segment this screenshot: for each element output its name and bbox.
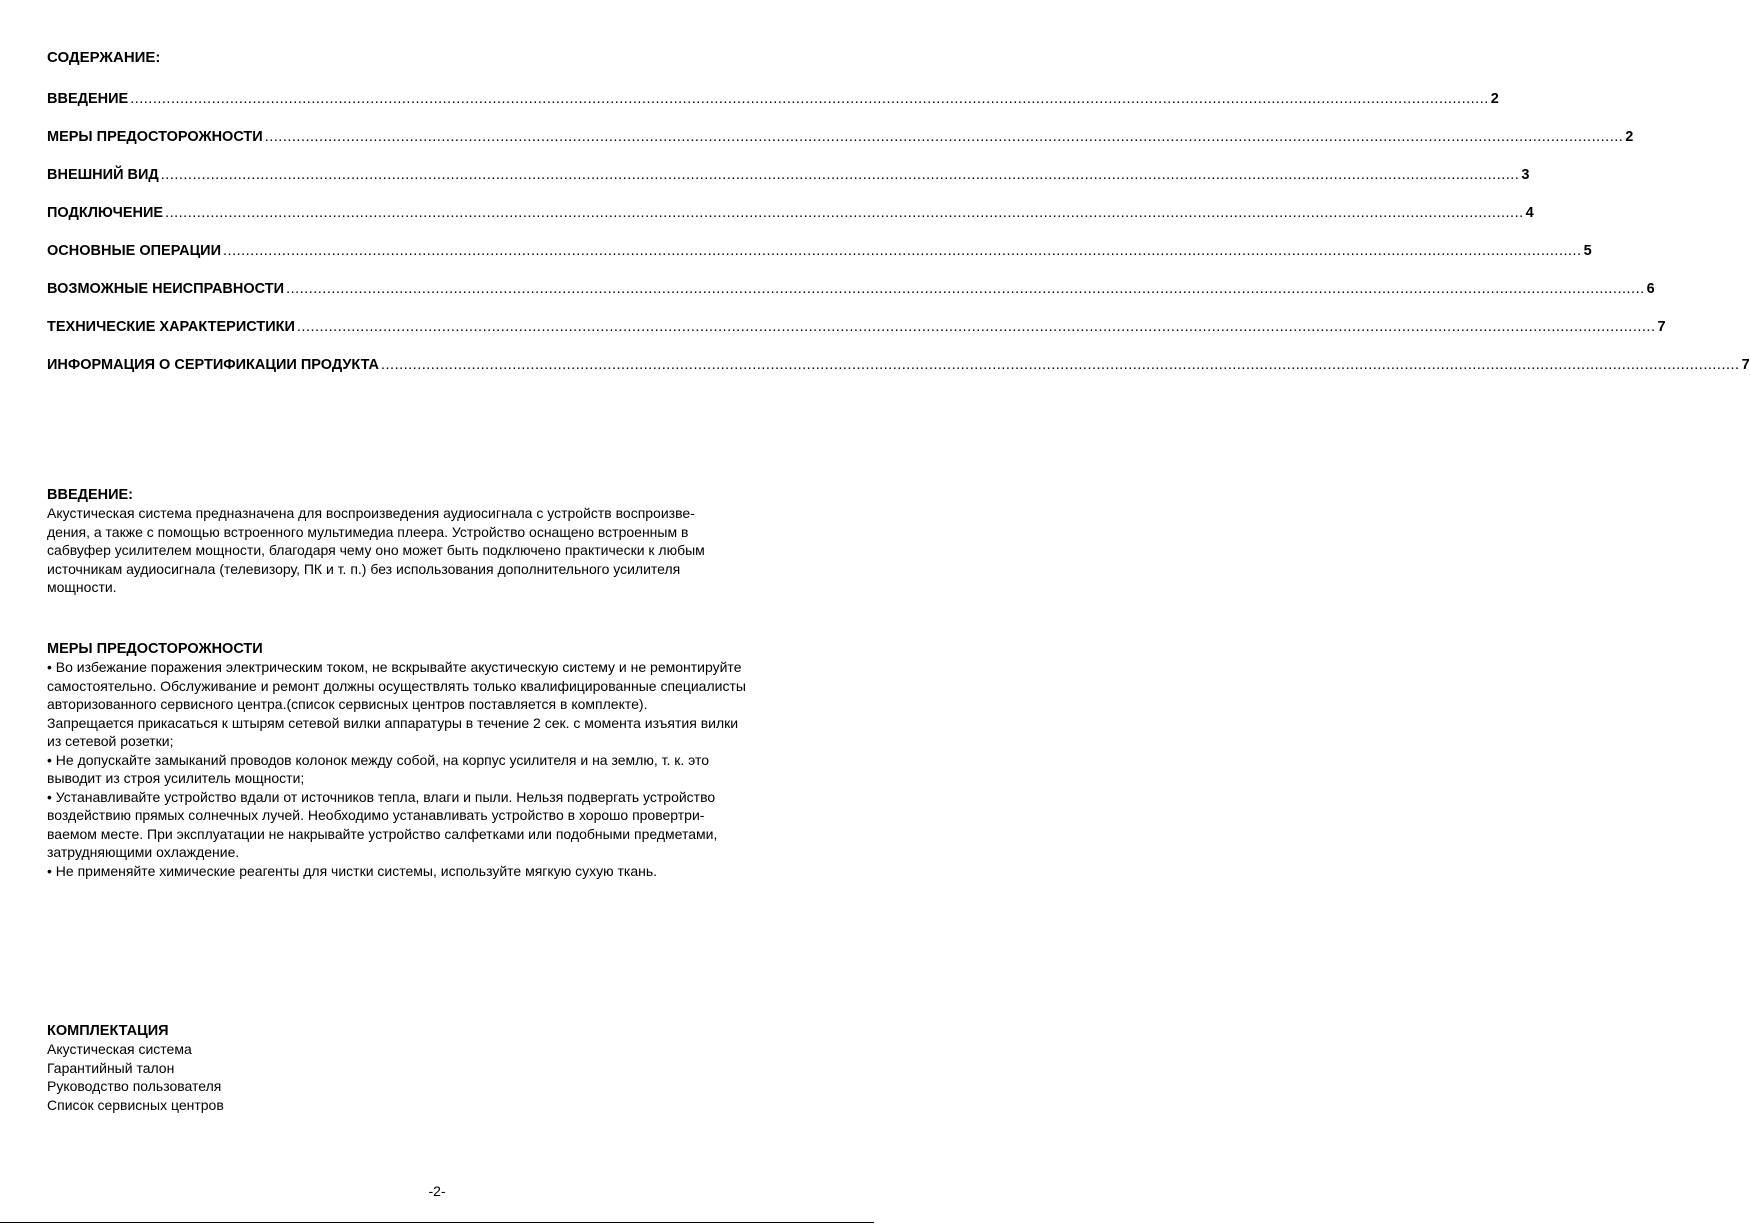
precautions-line: • Во избежание поражения электрическим током, не вскрывайте акустическую систему и не ремонтируйте [47,659,742,675]
toc-entry-label: МЕРЫ ПРЕДОСТОРОЖНОСТИ [47,129,263,145]
toc-title: СОДЕРЖАНИЕ: [47,49,161,66]
page-number: -2- [428,1183,446,1199]
precautions-list [47,658,847,880]
precautions-line: Запрещается прикасаться к штырям сетевой вилки аппаратуры в течение 2 сек. с момента изъятия вилки [47,714,739,731]
precautions-line: • Не применяйте химические реагенты для чистки системы, используйте мягкую сухую ткань. [47,862,658,879]
intro-paragraph [47,504,847,597]
toc-entry-label: ВОЗМОЖНЫЕ НЕИСПРАВНОСТИ [47,281,285,297]
precautions-heading: МЕРЫ ПРЕДОСТОРОЖНОСТИ [47,641,263,657]
toc-entry [47,336,1750,374]
toc-leader-dots: ............................................................................................................................................................................................................................................................................................................ [264,129,1624,145]
intro-line: источникам аудиосигнала (телевизору, ПК и т. п.) без использования дополнительного усилителя [47,560,681,577]
precautions-line: • Не допускайте замыканий проводов колонок между собой, на корпус усилителя и на землю, т. к. это [47,751,710,768]
kit-item: Акустическая система [47,1041,192,1057]
toc-entry-label: ТЕХНИЧЕСКИЕ ХАРАКТЕРИСТИКИ [47,319,295,335]
toc-leader-dots: ............................................................................................................................................................................................................................................................................................................ [160,167,1520,183]
precautions-line: из сетевой розетки; [47,733,174,749]
kit-section [47,1022,847,1114]
precautions-line: выводит из строя усилитель мощности; [47,770,305,786]
toc-entry-label: ИНФОРМАЦИЯ О СЕРТИФИКАЦИИ ПРОДУКТА [47,357,379,373]
toc-entry-page: 5 [1583,243,1592,259]
toc-entry-page: 2 [1625,129,1634,145]
intro-heading: ВВЕДЕНИЕ: [47,487,134,503]
toc-leader-dots: ............................................................................................................................................................................................................................................................................................................ [380,357,1740,373]
toc-leader-dots: ............................................................................................................................................................................................................................................................................................................ [165,205,1524,221]
precautions-line: самостоятельно. Обслуживание и ремонт должны осуществлять только квалифицированные специалисты [47,677,746,694]
toc-entry-page: 7 [1657,319,1666,335]
kit-item: Список сервисных центров [47,1096,224,1113]
toc-entry [47,298,1666,336]
intro-section [47,486,847,597]
toc-entry [47,184,1534,222]
intro-line: дения, а также с помощью встроенного мультимедиа плеера. Устройство оснащено встроенным в [47,523,689,540]
toc-entry [47,146,1530,184]
toc-leader-dots: ............................................................................................................................................................................................................................................................................................................ [286,281,1645,297]
toc-leader-dots: ............................................................................................................................................................................................................................................................................................................ [223,243,1582,259]
bottom-divider [0,1222,874,1223]
toc-leader-dots: ............................................................................................................................................................................................................................................................................................................ [296,319,1656,335]
toc-entry [47,88,1499,108]
kit-list [47,1040,847,1114]
toc-entry-label: ВНЕШНИЙ ВИД [47,167,159,183]
precautions-line: воздействию прямых солнечных лучей. Необходимо устанавливать устройство в хорошо провертри- [47,807,705,823]
toc-entry-label: ОСНОВНЫЕ ОПЕРАЦИИ [47,243,222,259]
precautions-section [47,640,847,880]
precautions-line: • Устанавливайте устройство вдали от источников тепла, влаги и пыли. Нельзя подвергать устройство [47,788,716,805]
precautions-line: ваемом месте. При эксплуатации не накрывайте устройство салфетками или подобными предметами, [47,825,718,842]
kit-item: Руководство пользователя [47,1078,222,1094]
kit-heading: КОМПЛЕКТАЦИЯ [47,1023,169,1039]
toc-entry-label: ВВЕДЕНИЕ [47,91,129,107]
precautions-line: авторизованного сервисного центра.(список сервисных центров поставляется в комплекте). [47,696,648,712]
kit-item: Гарантийный талон [47,1059,175,1076]
toc-entry [47,222,1592,260]
toc-entry-page: 2 [1490,91,1499,107]
precautions-line: затрудняющими охлаждение. [47,844,240,860]
toc-leader-dots: ............................................................................................................................................................................................................................................................................................................ [130,91,1489,107]
toc-entry-page: 7 [1741,357,1750,373]
intro-line: Акустическая система предназначена для воспроизведения аудиосигнала с устройств воспроизве- [47,505,695,521]
table-of-contents [47,88,1750,374]
intro-line: мощности. [47,579,117,595]
toc-entry-page: 6 [1646,281,1655,297]
toc-entry [47,260,1655,298]
toc-entry-page: 3 [1521,167,1530,183]
toc-entry-label: ПОДКЛЮЧЕНИЕ [47,205,164,221]
toc-entry-page: 4 [1525,205,1534,221]
toc-entry [47,108,1634,146]
intro-line: сабвуфер усилителем мощности, благодаря чему оно может быть подключено практически к любым [47,542,705,558]
